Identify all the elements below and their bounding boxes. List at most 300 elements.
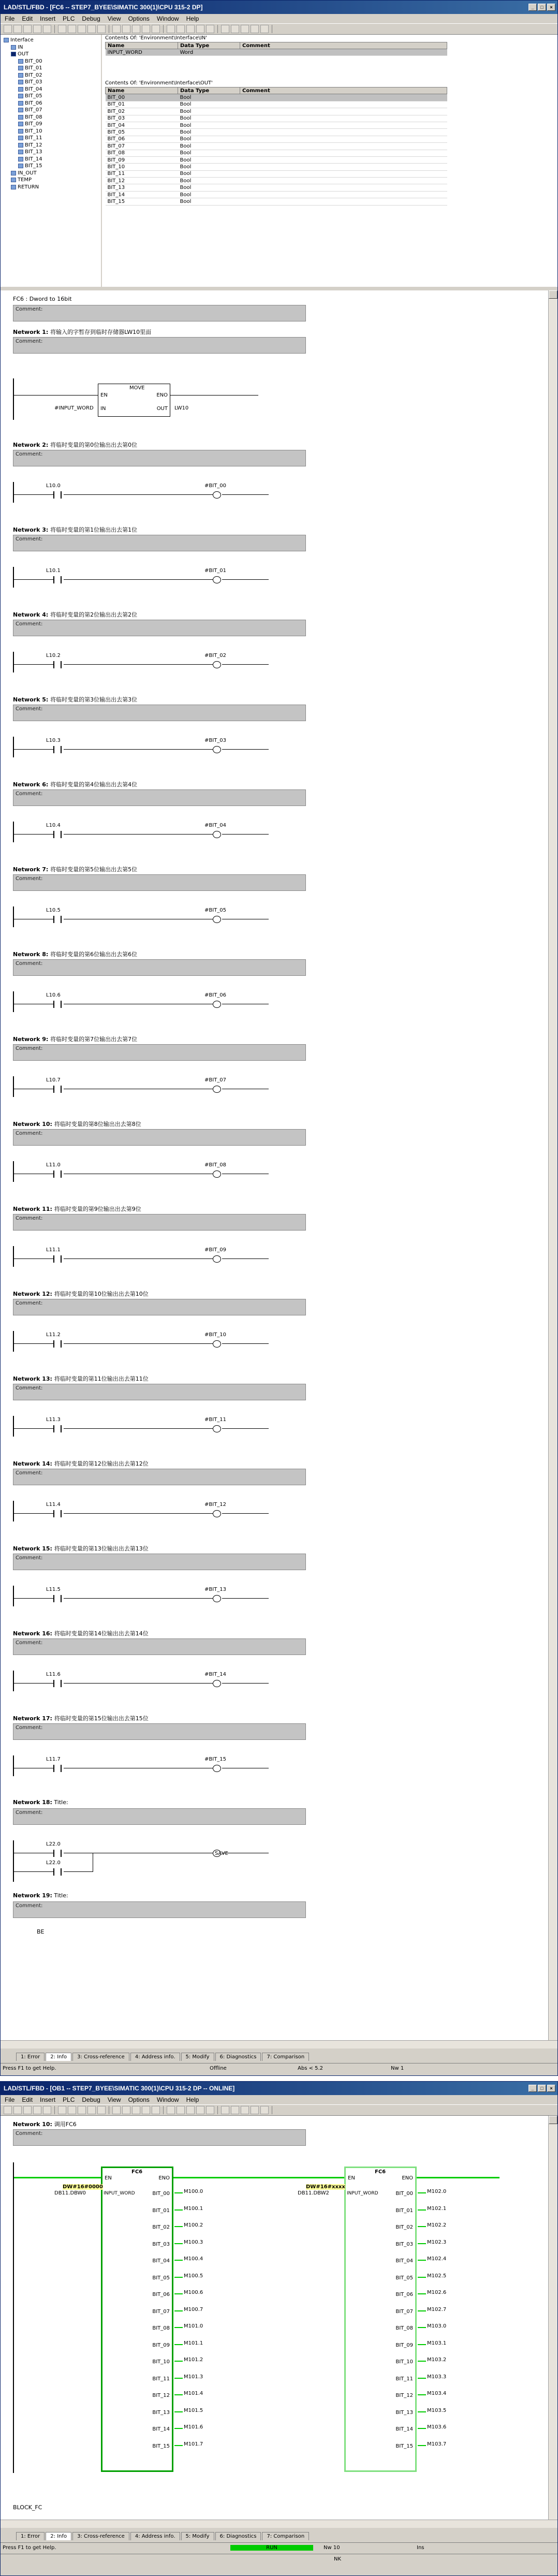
table-cell[interactable] — [240, 136, 447, 142]
menu-item-help[interactable]: Help — [186, 15, 199, 22]
fc-output-address[interactable]: M103.3 — [427, 2374, 447, 2380]
tab-address-info-[interactable]: 4: Address info. — [130, 2532, 180, 2540]
table-cell[interactable]: Bool — [178, 108, 240, 115]
fc-output-address[interactable]: M102.2 — [427, 2222, 447, 2228]
no-contact[interactable] — [53, 1850, 62, 1857]
toolbar-button-icon[interactable] — [4, 25, 12, 33]
no-contact[interactable] — [53, 1765, 62, 1772]
fc-output-address[interactable]: M101.5 — [184, 2407, 203, 2413]
toolbar-button-icon[interactable] — [68, 2106, 76, 2114]
output-coil[interactable] — [213, 1170, 221, 1178]
table-cell[interactable]: Bool — [178, 170, 240, 177]
network-comment[interactable] — [13, 1469, 306, 1485]
toolbar-button-icon[interactable] — [177, 25, 185, 33]
move-box[interactable] — [98, 384, 170, 417]
table-cell[interactable]: Bool — [178, 129, 240, 136]
fc-output-address[interactable]: M102.3 — [427, 2239, 447, 2245]
column-header[interactable]: Data Type — [178, 42, 240, 49]
tree-item[interactable] — [4, 107, 98, 114]
table-cell[interactable]: BIT_13 — [106, 184, 178, 191]
fc-output-address[interactable]: M102.0 — [427, 2189, 447, 2194]
menu-item-help[interactable]: Help — [186, 2096, 199, 2103]
network-comment[interactable] — [13, 1299, 306, 1315]
network-comment[interactable] — [13, 620, 306, 636]
network-comment[interactable] — [13, 1214, 306, 1231]
table-row[interactable] — [106, 184, 447, 191]
menu-item-file[interactable]: File — [5, 15, 15, 22]
tree-item[interactable] — [4, 79, 98, 86]
fc-output-address[interactable]: M100.1 — [184, 2205, 203, 2212]
tree-item[interactable] — [4, 163, 98, 170]
contact-address[interactable]: L11.4 — [46, 1502, 61, 1507]
table-cell[interactable]: BIT_05 — [106, 129, 178, 136]
tab-info[interactable]: 2: Info — [46, 2532, 71, 2540]
network-comment[interactable] — [13, 1723, 306, 1740]
fc-output-address[interactable]: M103.5 — [427, 2407, 447, 2413]
table-row[interactable] — [106, 115, 447, 122]
tree-item[interactable] — [4, 170, 98, 177]
table-row[interactable] — [106, 156, 447, 163]
out-table[interactable] — [105, 87, 447, 205]
no-contact[interactable] — [53, 1086, 62, 1093]
no-contact[interactable] — [53, 1170, 62, 1178]
network-comment[interactable] — [13, 789, 306, 806]
output-coil[interactable] — [213, 916, 221, 923]
fc-output-address[interactable]: M100.6 — [184, 2290, 203, 2295]
fc-input-value[interactable]: DW#16#xxxx — [306, 2184, 345, 2190]
table-row[interactable] — [106, 101, 447, 108]
table-cell[interactable] — [240, 115, 447, 122]
contact-address[interactable]: L11.5 — [46, 1587, 61, 1592]
no-contact[interactable] — [53, 831, 62, 838]
table-cell[interactable]: BIT_00 — [106, 94, 178, 101]
close-icon[interactable]: × — [547, 2085, 555, 2092]
tree-item[interactable] — [4, 51, 98, 58]
vertical-scrollbar[interactable] — [548, 290, 557, 2040]
fc-output-address[interactable]: M103.0 — [427, 2323, 447, 2329]
table-cell[interactable]: BIT_02 — [106, 108, 178, 115]
table-cell[interactable]: BIT_08 — [106, 150, 178, 156]
no-contact[interactable] — [53, 916, 62, 923]
tree-item[interactable] — [4, 100, 98, 107]
output-coil[interactable] — [213, 491, 221, 499]
fc-output-address[interactable]: M103.1 — [427, 2340, 447, 2346]
in-table[interactable] — [105, 42, 447, 56]
toolbar-button-icon[interactable] — [186, 2106, 195, 2114]
network-comment[interactable] — [13, 1638, 306, 1655]
table-cell[interactable]: BIT_10 — [106, 164, 178, 170]
toolbar-button-icon[interactable] — [167, 25, 175, 33]
fc-input-address[interactable]: DB11.DBW0 — [54, 2190, 86, 2196]
table-cell[interactable] — [240, 122, 447, 128]
fc-output-address[interactable]: M102.6 — [427, 2290, 447, 2295]
nc-contact-address[interactable]: L22.0 — [46, 1860, 61, 1866]
fc-output-address[interactable]: M101.1 — [184, 2340, 203, 2346]
horizontal-scrollbar[interactable] — [1, 2040, 557, 2048]
toolbar-button-icon[interactable] — [97, 2106, 106, 2114]
toolbar-button-icon[interactable] — [78, 25, 86, 33]
table-cell[interactable]: Word — [178, 49, 240, 56]
fc-output-address[interactable]: M101.0 — [184, 2323, 203, 2329]
coil-address[interactable]: #BIT_15 — [204, 1757, 227, 1762]
table-cell[interactable]: Bool — [178, 143, 240, 150]
table-cell[interactable]: BIT_09 — [106, 156, 178, 163]
toolbar-button-icon[interactable] — [97, 25, 106, 33]
coil-address[interactable]: #BIT_02 — [204, 653, 227, 658]
toolbar-button-icon[interactable] — [23, 25, 32, 33]
menu-item-window[interactable]: Window — [156, 15, 179, 22]
toolbar-button-icon[interactable] — [260, 2106, 269, 2114]
tab-comparison[interactable]: 7: Comparison — [262, 2053, 309, 2061]
no-contact[interactable] — [53, 1001, 62, 1008]
fc-output-address[interactable]: M100.2 — [184, 2222, 203, 2228]
toolbar-button-icon[interactable] — [167, 2106, 175, 2114]
contact-address[interactable]: L10.1 — [46, 568, 61, 574]
table-cell[interactable]: Bool — [178, 156, 240, 163]
contact-address[interactable]: L11.0 — [46, 1162, 61, 1168]
table-cell[interactable]: Bool — [178, 184, 240, 191]
menu-item-view[interactable]: View — [107, 2096, 121, 2103]
coil-address[interactable]: #BIT_13 — [204, 1587, 227, 1592]
output-coil[interactable] — [213, 1255, 221, 1263]
table-cell[interactable]: Bool — [178, 94, 240, 101]
network-comment[interactable] — [13, 1129, 306, 1146]
toolbar-button-icon[interactable] — [132, 2106, 140, 2114]
toolbar-button-icon[interactable] — [152, 2106, 160, 2114]
tree-item[interactable] — [4, 184, 98, 191]
fc-output-address[interactable]: M103.2 — [427, 2357, 447, 2363]
table-cell[interactable] — [240, 184, 447, 191]
window-title-bar[interactable] — [1, 1, 557, 14]
table-cell[interactable]: BIT_15 — [106, 198, 178, 205]
menu-item-plc[interactable]: PLC — [63, 15, 75, 22]
toolbar-button-icon[interactable] — [87, 25, 96, 33]
code-editor[interactable] — [1, 290, 548, 2040]
menu-item-window[interactable]: Window — [156, 2096, 179, 2103]
tree-item[interactable] — [4, 121, 98, 128]
coil-address[interactable]: #BIT_12 — [204, 1502, 227, 1507]
fc-output-address[interactable]: M101.6 — [184, 2424, 203, 2430]
output-coil[interactable] — [213, 746, 221, 753]
table-cell[interactable]: Bool — [178, 191, 240, 198]
coil-address[interactable]: #BIT_04 — [204, 823, 227, 828]
table-cell[interactable]: Bool — [178, 150, 240, 156]
coil-address[interactable]: #BIT_11 — [204, 1417, 227, 1423]
table-cell[interactable] — [240, 143, 447, 150]
menu-item-plc[interactable]: PLC — [63, 2096, 75, 2103]
table-cell[interactable] — [240, 101, 447, 108]
no-contact[interactable] — [53, 1255, 62, 1263]
table-row[interactable] — [106, 150, 447, 156]
tree-item[interactable] — [4, 72, 98, 79]
fc-output-address[interactable]: M100.3 — [184, 2239, 203, 2245]
table-cell[interactable] — [240, 156, 447, 163]
fc-output-address[interactable]: M101.7 — [184, 2441, 203, 2447]
toolbar-button-icon[interactable] — [177, 2106, 185, 2114]
tab-address-info-[interactable]: 4: Address info. — [130, 2053, 180, 2061]
table-cell[interactable]: Bool — [178, 101, 240, 108]
toolbar-button-icon[interactable] — [196, 2106, 204, 2114]
network-comment[interactable] — [13, 1384, 306, 1400]
fc-output-address[interactable]: M100.7 — [184, 2306, 203, 2312]
fc-output-address[interactable]: M101.3 — [184, 2374, 203, 2380]
table-cell[interactable]: BIT_07 — [106, 143, 178, 150]
coil-address[interactable]: #BIT_05 — [204, 908, 227, 913]
vertical-scrollbar-2[interactable] — [548, 2116, 557, 2520]
contact-address[interactable]: L10.5 — [46, 908, 61, 913]
tab-error[interactable]: 1: Error — [16, 2532, 45, 2540]
output-coil[interactable] — [213, 1340, 221, 1348]
toolbar-button-icon[interactable] — [33, 2106, 41, 2114]
toolbar-button-icon[interactable] — [43, 25, 51, 33]
tab-modify[interactable]: 5: Modify — [181, 2053, 214, 2061]
fc-output-address[interactable]: M101.4 — [184, 2391, 203, 2396]
fc-output-address[interactable]: M102.1 — [427, 2205, 447, 2212]
toolbar-button-icon[interactable] — [152, 25, 160, 33]
fc-input-address[interactable]: DB11.DBW2 — [298, 2190, 329, 2196]
tree-item[interactable] — [4, 37, 98, 44]
table-cell[interactable]: BIT_01 — [106, 101, 178, 108]
contact-address[interactable]: L10.3 — [46, 738, 61, 743]
network-1-comment[interactable] — [13, 337, 306, 354]
toolbar-button-icon[interactable] — [13, 25, 22, 33]
toolbar-button-icon[interactable] — [122, 2106, 130, 2114]
tab-info[interactable]: 2: Info — [46, 2053, 71, 2061]
nc-contact[interactable] — [53, 1868, 62, 1876]
network-comment[interactable] — [13, 1044, 306, 1061]
table-cell[interactable]: BIT_06 — [106, 136, 178, 142]
toolbar-button-icon[interactable] — [260, 25, 269, 33]
table-cell[interactable]: Bool — [178, 164, 240, 170]
contact-address[interactable]: L11.2 — [46, 1332, 61, 1338]
table-cell[interactable]: INPUT_WORD — [106, 49, 178, 56]
network-comment[interactable] — [13, 450, 306, 466]
column-header[interactable]: Name — [106, 42, 178, 49]
tree-item[interactable] — [4, 156, 98, 163]
close-icon[interactable]: × — [547, 4, 555, 11]
table-row[interactable] — [106, 122, 447, 128]
menu-item-edit[interactable]: Edit — [22, 15, 33, 22]
tree-item[interactable] — [4, 114, 98, 121]
menu-item-insert[interactable]: Insert — [40, 2096, 56, 2103]
tab-comparison[interactable]: 7: Comparison — [262, 2532, 309, 2540]
no-contact[interactable] — [53, 1680, 62, 1687]
toolbar-button-icon[interactable] — [122, 25, 130, 33]
toolbar-button-icon[interactable] — [251, 2106, 259, 2114]
tree-item[interactable] — [4, 177, 98, 184]
maximize-icon[interactable]: □ — [538, 2085, 546, 2092]
menu-item-options[interactable]: Options — [128, 2096, 150, 2103]
table-cell[interactable] — [240, 191, 447, 198]
output-coil[interactable] — [213, 661, 221, 668]
contact-address[interactable]: L10.2 — [46, 653, 61, 658]
table-row[interactable] — [106, 164, 447, 170]
output-coil[interactable] — [213, 1086, 221, 1093]
column-header[interactable]: Name — [106, 87, 178, 94]
tab-cross-reference[interactable]: 3: Cross-reference — [72, 2053, 129, 2061]
table-row[interactable] — [106, 136, 447, 142]
network-comment[interactable] — [13, 1554, 306, 1570]
coil-address[interactable]: #BIT_00 — [204, 483, 227, 489]
table-cell[interactable]: Bool — [178, 136, 240, 142]
output-coil[interactable] — [213, 1680, 221, 1687]
toolbar-button-icon[interactable] — [142, 25, 150, 33]
fc-output-address[interactable]: M101.2 — [184, 2357, 203, 2363]
output-coil[interactable] — [213, 1001, 221, 1008]
contact-address[interactable]: L10.4 — [46, 823, 61, 828]
table-row[interactable] — [106, 191, 447, 198]
tree-item[interactable] — [4, 149, 98, 156]
no-contact[interactable] — [53, 491, 62, 499]
toolbar-button-icon[interactable] — [241, 25, 249, 33]
toolbar-button-icon[interactable] — [231, 25, 239, 33]
table-cell[interactable] — [240, 129, 447, 136]
scroll-up-icon[interactable] — [549, 2116, 557, 2124]
menu-item-options[interactable]: Options — [128, 15, 150, 22]
ob1-network-comment[interactable] — [13, 2129, 306, 2146]
block-comment[interactable] — [13, 305, 306, 321]
contact-address[interactable]: L10.6 — [46, 992, 61, 998]
window-2-title-bar[interactable] — [1, 2082, 557, 2095]
coil-address[interactable]: #BIT_08 — [204, 1162, 227, 1168]
interface-tree[interactable] — [1, 35, 102, 287]
no-contact[interactable] — [53, 1340, 62, 1348]
no-contact[interactable] — [53, 746, 62, 753]
toolbar-button-icon[interactable] — [112, 2106, 121, 2114]
toolbar-button-icon[interactable] — [241, 2106, 249, 2114]
table-row[interactable] — [106, 178, 447, 184]
network-comment[interactable] — [13, 874, 306, 891]
coil-address[interactable]: SAVE — [215, 1851, 228, 1856]
table-row[interactable] — [106, 108, 447, 115]
contact-address[interactable]: L10.7 — [46, 1077, 61, 1083]
fc-output-address[interactable]: M103.6 — [427, 2424, 447, 2430]
table-row[interactable] — [106, 170, 447, 177]
table-cell[interactable]: Bool — [178, 178, 240, 184]
column-header[interactable]: Comment — [240, 42, 447, 49]
toolbar-button-icon[interactable] — [68, 25, 76, 33]
tab-diagnostics[interactable]: 6: Diagnostics — [215, 2053, 261, 2061]
table-cell[interactable] — [240, 150, 447, 156]
coil-address[interactable]: #BIT_14 — [204, 1672, 227, 1677]
scroll-up-icon[interactable] — [549, 290, 557, 299]
output-coil[interactable] — [213, 1510, 221, 1517]
tree-item[interactable] — [4, 142, 98, 149]
network-18-comment[interactable] — [13, 1808, 306, 1825]
contact-address[interactable]: L22.0 — [46, 1841, 61, 1847]
menu-item-file[interactable]: File — [5, 2096, 15, 2103]
move-in-var[interactable]: #INPUT_WORD — [54, 405, 94, 411]
output-coil[interactable] — [213, 831, 221, 838]
coil-address[interactable]: #BIT_03 — [204, 738, 227, 743]
toolbar-button-icon[interactable] — [186, 25, 195, 33]
table-cell[interactable]: BIT_04 — [106, 122, 178, 128]
menu-item-insert[interactable]: Insert — [40, 15, 56, 22]
toolbar-button-icon[interactable] — [231, 2106, 239, 2114]
no-contact[interactable] — [53, 1595, 62, 1602]
toolbar-button-icon[interactable] — [132, 25, 140, 33]
table-row[interactable] — [106, 129, 447, 136]
toolbar-button-icon[interactable] — [4, 2106, 12, 2114]
toolbar-button-icon[interactable] — [112, 25, 121, 33]
toolbar-button-icon[interactable] — [206, 2106, 214, 2114]
column-header[interactable]: Comment — [240, 87, 447, 94]
toolbar-button-icon[interactable] — [43, 2106, 51, 2114]
tab-diagnostics[interactable]: 6: Diagnostics — [215, 2532, 261, 2540]
no-contact[interactable] — [53, 661, 62, 668]
tree-item[interactable] — [4, 128, 98, 135]
output-coil[interactable] — [213, 576, 221, 583]
menu-item-debug[interactable]: Debug — [82, 15, 100, 22]
coil-address[interactable]: #BIT_09 — [204, 1247, 227, 1253]
table-cell[interactable] — [240, 164, 447, 170]
fc6-call-box[interactable] — [344, 2167, 417, 2472]
coil-address[interactable]: #BIT_10 — [204, 1332, 227, 1338]
coil-address[interactable]: #BIT_07 — [204, 1077, 227, 1083]
contact-address[interactable]: L10.0 — [46, 483, 61, 489]
toolbar-button-icon[interactable] — [196, 25, 204, 33]
move-out-var[interactable]: LW10 — [174, 405, 189, 411]
minimize-icon[interactable]: _ — [528, 4, 537, 11]
output-coil[interactable] — [213, 1595, 221, 1602]
taskbar-item[interactable]: NK — [334, 2556, 342, 2562]
tree-item[interactable] — [4, 93, 98, 100]
fc-output-address[interactable]: M100.0 — [184, 2189, 203, 2194]
table-cell[interactable]: BIT_14 — [106, 191, 178, 198]
toolbar-button-icon[interactable] — [221, 2106, 229, 2114]
contact-address[interactable]: L11.7 — [46, 1757, 61, 1762]
menu-item-edit[interactable]: Edit — [22, 2096, 33, 2103]
fc-input-value[interactable]: DW#16#0000 — [63, 2184, 103, 2190]
toolbar-button-icon[interactable] — [206, 25, 214, 33]
table-row[interactable] — [106, 198, 447, 205]
table-cell[interactable]: Bool — [178, 115, 240, 122]
table-row[interactable] — [106, 49, 447, 56]
tab-error[interactable]: 1: Error — [16, 2053, 45, 2061]
network-comment[interactable] — [13, 959, 306, 976]
toolbar-button-icon[interactable] — [13, 2106, 22, 2114]
contact-address[interactable]: L11.1 — [46, 1247, 61, 1253]
table-cell[interactable] — [240, 94, 447, 101]
tree-item[interactable] — [4, 58, 98, 65]
output-coil[interactable] — [213, 1765, 221, 1772]
table-row[interactable] — [106, 94, 447, 101]
no-contact[interactable] — [53, 576, 62, 583]
table-cell[interactable]: BIT_03 — [106, 115, 178, 122]
toolbar-button-icon[interactable] — [78, 2106, 86, 2114]
minimize-icon[interactable]: _ — [528, 2085, 537, 2092]
menu-item-view[interactable]: View — [107, 15, 121, 22]
tree-item[interactable] — [4, 65, 98, 72]
table-cell[interactable]: Bool — [178, 122, 240, 128]
tree-item[interactable] — [4, 44, 98, 51]
coil-address[interactable]: #BIT_01 — [204, 568, 227, 574]
contact-address[interactable]: L11.3 — [46, 1417, 61, 1423]
toolbar-button-icon[interactable] — [87, 2106, 96, 2114]
fc-output-address[interactable]: M103.7 — [427, 2441, 447, 2447]
toolbar-button-icon[interactable] — [58, 2106, 66, 2114]
maximize-icon[interactable]: □ — [538, 4, 546, 11]
table-cell[interactable] — [240, 198, 447, 205]
coil-address[interactable]: #BIT_06 — [204, 992, 227, 998]
table-cell[interactable]: Bool — [178, 198, 240, 205]
toolbar-button-icon[interactable] — [251, 25, 259, 33]
toolbar-button-icon[interactable] — [221, 25, 229, 33]
toolbar-button-icon[interactable] — [23, 2106, 32, 2114]
network-comment[interactable] — [13, 535, 306, 551]
table-cell[interactable] — [240, 170, 447, 177]
toolbar-button-icon[interactable] — [58, 25, 66, 33]
